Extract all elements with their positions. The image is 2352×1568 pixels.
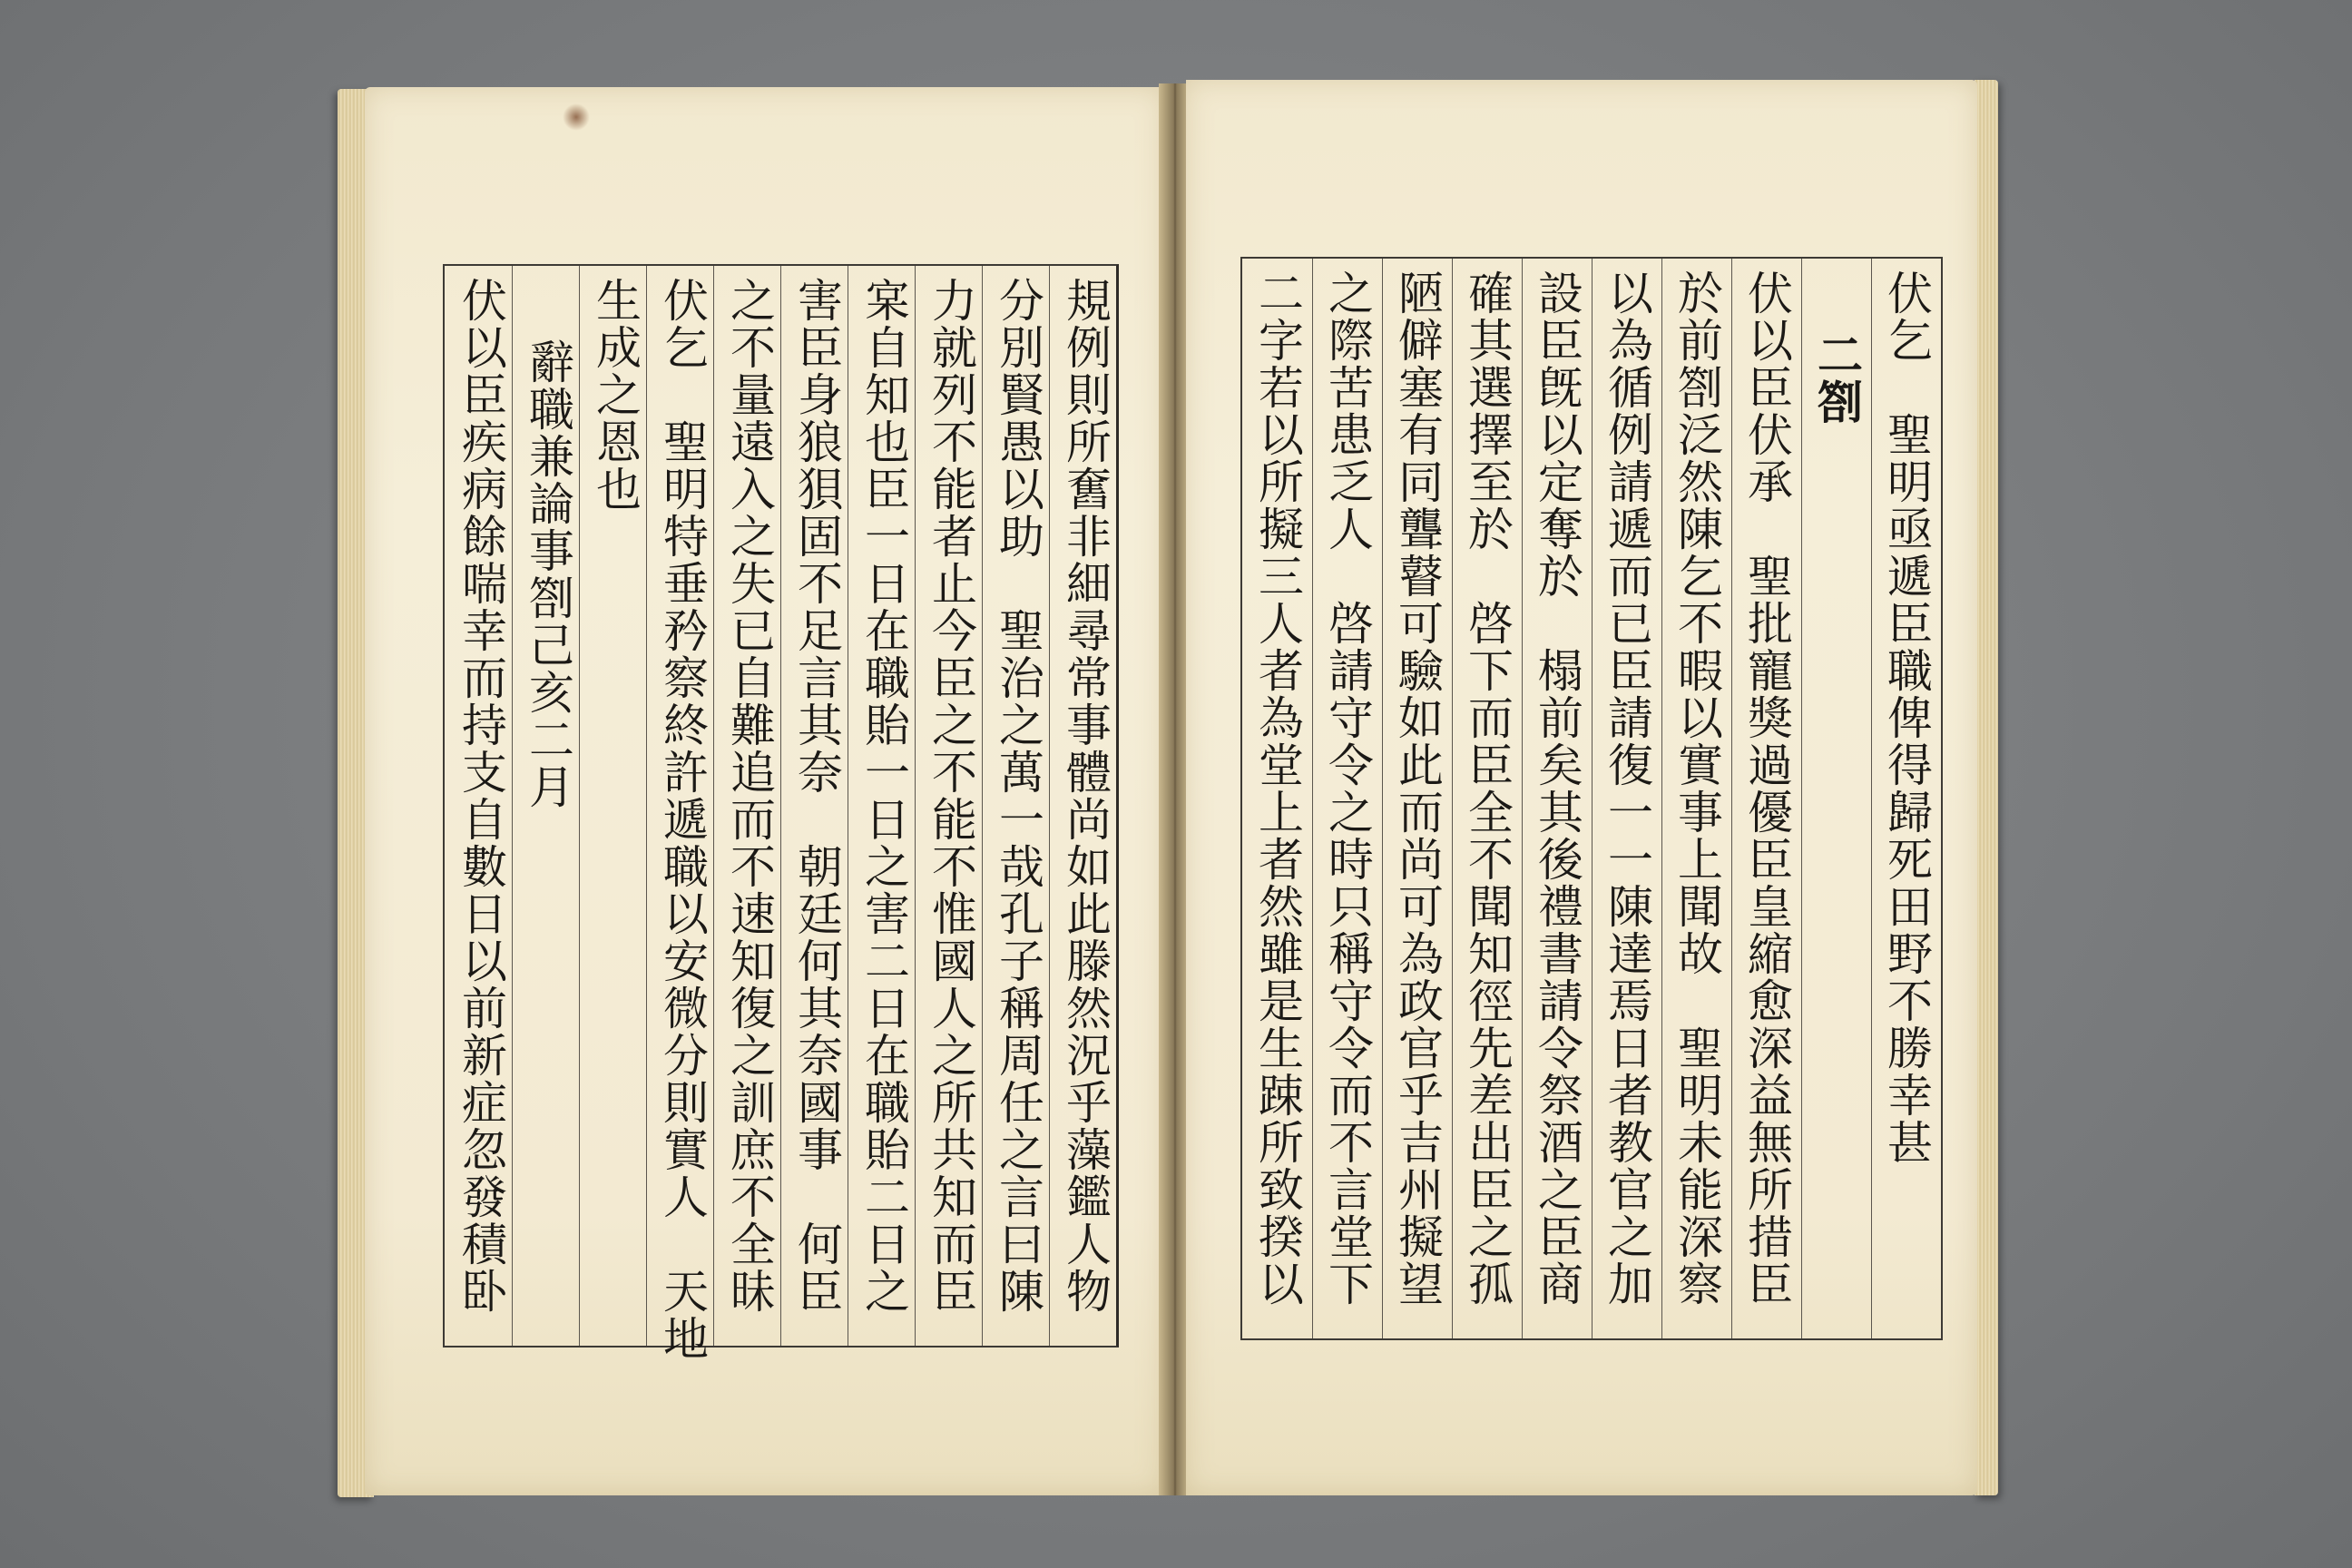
text-column: 害臣身狼狽固不足言其奈 朝廷何其奈國事 何臣 [790,277,843,1315]
text-column: 分別賢愚以助 聖治之萬一哉孔子稱周任之言曰陳 [992,277,1044,1315]
right-text-frame [1240,257,1943,1340]
text-column: 伏乞 聖明特垂矜察終許遞職以安微分則實人 天地 [656,277,709,1362]
right-page-edges [1975,80,1998,1495]
left-text-frame [443,264,1119,1362]
text-column: 伏以臣疾病餘喘幸而持支自數日以前新症忽發積卧 [455,277,507,1315]
text-column: 以為循例請遞而已臣請復一一陳達焉日者教官之加 [1601,270,1653,1308]
text-column: 設臣旣以定奪於 榻前矣其後禮書請令祭酒之臣商 [1531,270,1583,1308]
text-column: 之不量遠入之失已自難追而不速知復之訓庶不全昧 [723,277,776,1315]
text-column: 伏以臣伏承 聖批寵獎過優臣皇縮愈深益無所措臣 [1740,270,1793,1308]
text-column: 於前劄泛然陳乞不暇以實事上聞故 聖明未能深察 [1671,270,1723,1308]
section-heading: 辭職兼論事劄己亥二月 [522,338,574,810]
open-book [338,80,1998,1501]
ink-stain [563,103,590,131]
text-column: 伏乞 聖明亟遞臣職俾得歸死田野不勝幸甚 [1880,270,1933,1166]
left-page [365,87,1163,1495]
text-column: 生成之恩也 [589,277,642,513]
text-column: 力就列不能者止今臣之不能不惟國人之所共知而臣 [925,277,977,1315]
text-column: 之際苦患乏人 啓請守令之時只稱守令而不言堂下 [1321,270,1374,1308]
text-column: 二字若以所擬三人者為堂上者然雖是生踈所致揆以 [1251,270,1304,1308]
text-column: 宲自知也臣一日在職貽一日之害二日在職貽二日之 [858,277,910,1315]
right-page [1186,80,1977,1495]
text-column: 確其選擇至於 啓下而臣全不聞知徑先差出臣之孤 [1461,270,1514,1308]
text-column: 陋僻塞有同聾瞽可驗如此而尚可為政官乎吉州擬望 [1391,270,1444,1308]
text-column: 規例則所𡚒非細尋常事體尚如此滕然況乎藻鑑人物 [1059,277,1112,1315]
section-heading: 二劄 [1810,331,1864,426]
